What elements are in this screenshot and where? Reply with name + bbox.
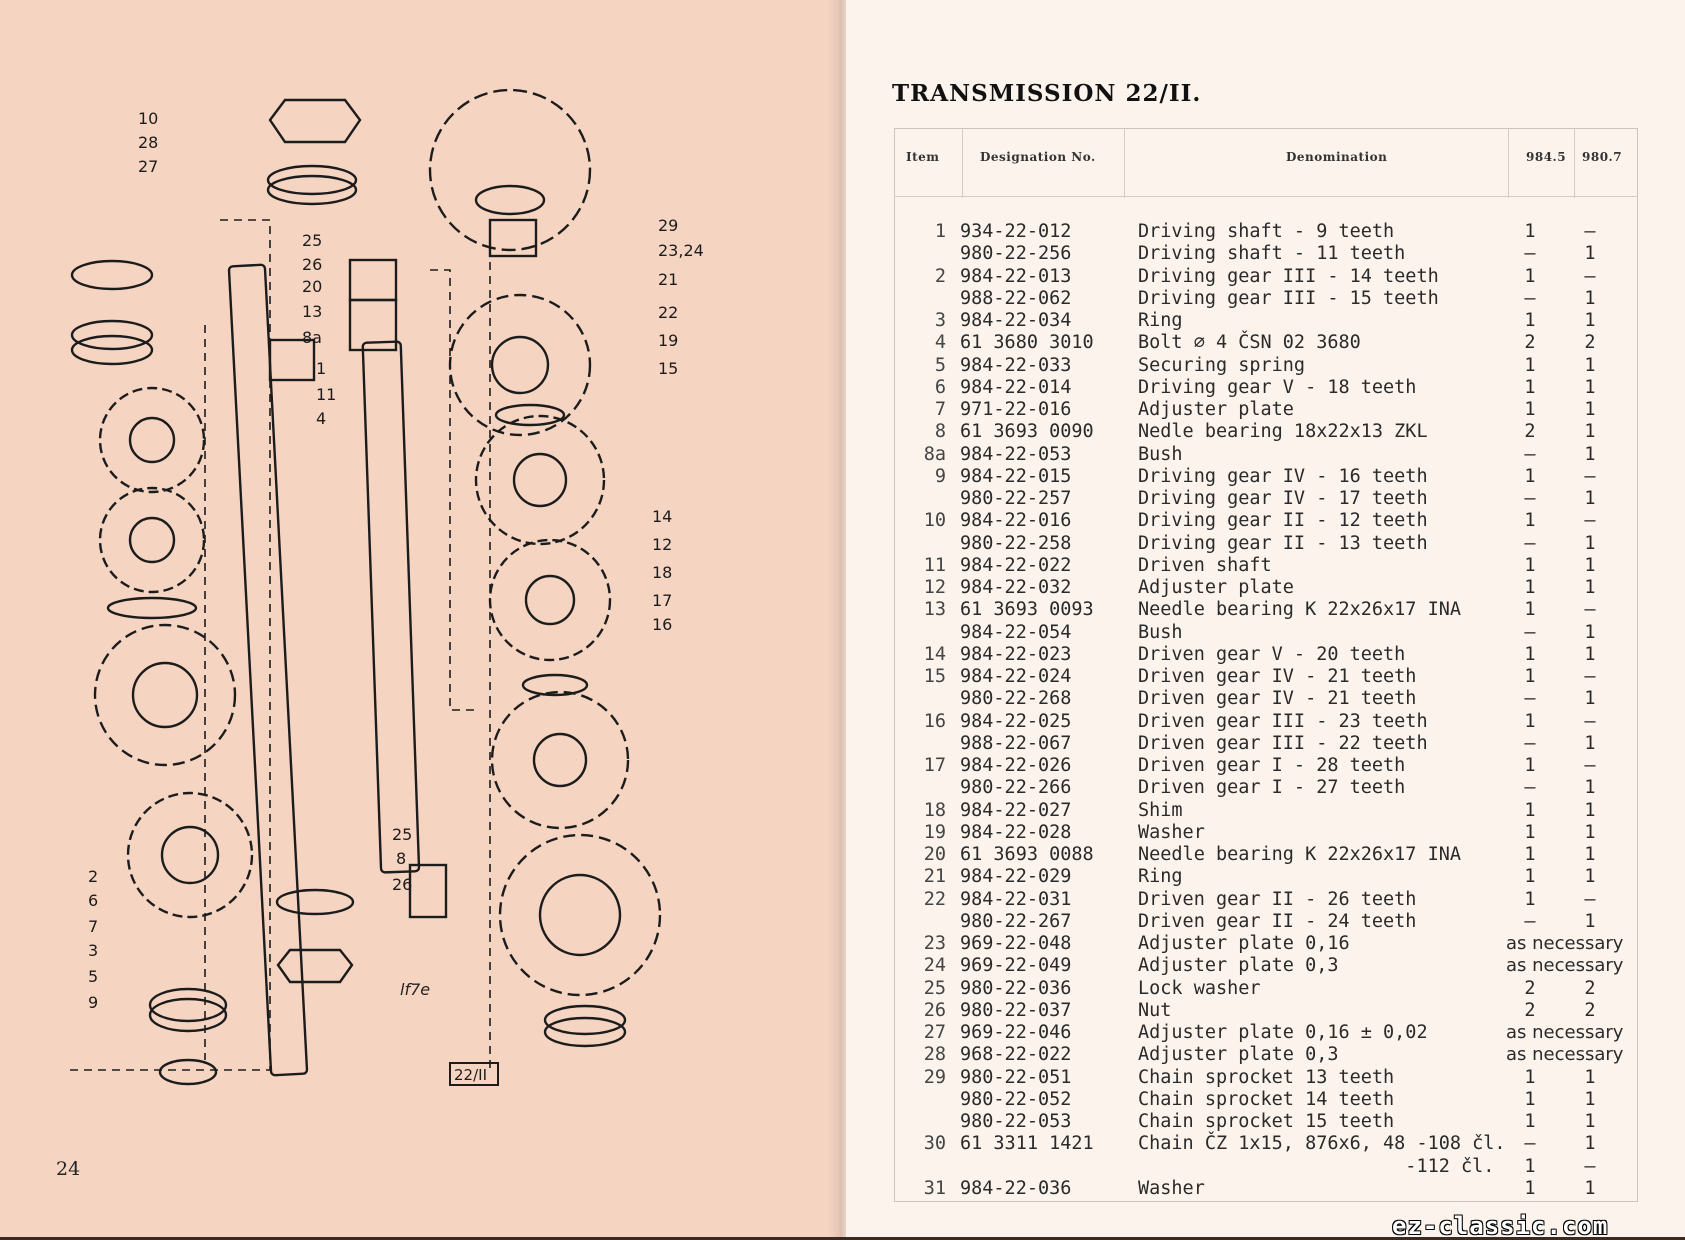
qty-980-7: — (1584, 710, 1596, 732)
designation-number: 61 3693 0093 (960, 599, 1094, 621)
designation-number: 980-22-268 (960, 688, 1072, 710)
svg-text:lf7e: lf7e (400, 980, 431, 999)
qty-984-5: — (1524, 910, 1536, 932)
denomination: Driven gear III - 23 teeth (1138, 710, 1428, 732)
designation-number: 980-22-267 (960, 910, 1072, 932)
designation-number: 61 3680 3010 (960, 332, 1094, 354)
denomination: Driving gear II - 13 teeth (1138, 532, 1428, 554)
denomination: Driving gear IV - 17 teeth (1138, 488, 1428, 509)
svg-text:10: 10 (138, 109, 159, 128)
quantity-note: as necessary (1506, 1044, 1624, 1066)
qty-984-5: — (1524, 732, 1536, 754)
column-header-denomination: Denomination (1286, 150, 1388, 164)
qty-984-5: 1 (1524, 799, 1536, 821)
svg-text:17: 17 (652, 591, 673, 610)
qty-980-7: 1 (1584, 577, 1596, 598)
designation-number: 984-22-025 (960, 710, 1072, 732)
qty-980-7: 1 (1584, 688, 1596, 710)
qty-980-7: 1 (1584, 287, 1596, 309)
qty-980-7: 1 (1584, 532, 1596, 554)
table-row (894, 978, 1638, 1000)
svg-text:9: 9 (88, 993, 99, 1012)
qty-980-7: 1 (1584, 866, 1596, 888)
qty-984-5: 1 (1524, 866, 1536, 888)
designation-number: 984-22-026 (960, 755, 1072, 776)
qty-980-7: 1 (1584, 1177, 1596, 1199)
table-row (894, 1022, 1638, 1044)
item-number: 28 (923, 1044, 946, 1066)
denomination: Adjuster plate 0,16 ± 0,02 (1138, 1022, 1428, 1043)
designation-number: 984-22-028 (960, 821, 1072, 843)
denomination: Adjuster plate 0,3 (1138, 1044, 1339, 1066)
denomination: Ring (1138, 310, 1183, 331)
table-row (894, 911, 1638, 933)
svg-text:29: 29 (658, 216, 679, 235)
denomination: Driven gear V - 20 teeth (1138, 643, 1406, 665)
item-number: 24 (923, 955, 946, 977)
item-number: 7 (934, 399, 946, 420)
item-number: 19 (923, 821, 946, 843)
designation-number: 988-22-062 (960, 287, 1072, 309)
svg-text:1: 1 (316, 359, 327, 378)
qty-980-7: 1 (1584, 354, 1596, 376)
qty-984-5: 2 (1524, 977, 1536, 999)
svg-text:16: 16 (652, 615, 673, 634)
svg-text:13: 13 (302, 302, 323, 321)
table-row (894, 933, 1638, 955)
table-row (894, 377, 1638, 399)
table-row (894, 310, 1638, 332)
designation-number: 984-22-014 (960, 376, 1072, 398)
svg-text:8: 8 (396, 849, 407, 868)
item-number: 11 (923, 554, 946, 576)
qty-984-5: 1 (1524, 1088, 1536, 1110)
qty-984-5: 1 (1524, 354, 1536, 376)
qty-980-7: 2 (1584, 977, 1596, 999)
svg-text:26: 26 (302, 255, 323, 274)
designation-number: 984-22-013 (960, 265, 1072, 287)
denomination: Driving gear III - 14 teeth (1138, 265, 1439, 287)
designation-number: 984-22-029 (960, 866, 1072, 888)
qty-984-5: 1 (1524, 221, 1536, 242)
qty-980-7: 1 (1584, 821, 1596, 843)
designation-number: 984-22-054 (960, 621, 1072, 643)
item-number: 6 (934, 376, 946, 398)
quantity-note: as necessary (1506, 1022, 1624, 1043)
denomination: Driving shaft - 11 teeth (1138, 243, 1406, 265)
qty-980-7: — (1584, 1155, 1596, 1177)
qty-984-5: 1 (1524, 399, 1536, 420)
denomination: Chain ČZ 1x15, 876x6, 48 -108 čl. (1138, 1133, 1506, 1155)
table-row (894, 1178, 1638, 1200)
table-row (894, 1111, 1638, 1133)
qty-980-7: 1 (1584, 1133, 1596, 1155)
denomination: Driving shaft - 9 teeth (1138, 221, 1395, 242)
denomination: Chain sprocket 13 teeth (1138, 1066, 1395, 1088)
svg-text:18: 18 (652, 563, 673, 582)
denomination: Driving gear V - 18 teeth (1138, 376, 1417, 398)
designation-number: 980-22-052 (960, 1088, 1072, 1110)
qty-984-5: 1 (1524, 844, 1536, 865)
qty-980-7: — (1584, 221, 1596, 242)
qty-984-5: 1 (1524, 554, 1536, 576)
denomination: Driven gear II - 24 teeth (1138, 910, 1417, 932)
column-divider (1124, 128, 1125, 198)
table-row (894, 955, 1638, 977)
svg-text:21: 21 (658, 270, 679, 289)
denomination: Needle bearing K 22x26x17 INA (1138, 599, 1462, 621)
table-row (894, 1044, 1638, 1066)
qty-984-5: 1 (1524, 577, 1536, 598)
table-row (894, 755, 1638, 777)
table-row (894, 644, 1638, 666)
denomination: Bolt ∅ 4 ČSN 02 3680 (1138, 332, 1361, 354)
column-divider (1508, 128, 1509, 198)
column-divider (1574, 128, 1575, 198)
qty-980-7: — (1584, 666, 1596, 687)
designation-number: 984-22-023 (960, 643, 1072, 665)
qty-984-5: 2 (1524, 999, 1536, 1021)
svg-text:25: 25 (392, 825, 413, 844)
table-row (894, 399, 1638, 421)
qty-984-5: — (1524, 488, 1536, 509)
denomination: Bush (1138, 621, 1183, 643)
qty-980-7: — (1584, 888, 1596, 910)
item-number: 2 (934, 265, 946, 287)
item-number: 27 (923, 1022, 946, 1043)
table-row (894, 1156, 1638, 1178)
designation-number: 980-22-257 (960, 488, 1072, 509)
table-row (894, 1067, 1638, 1089)
table-row (894, 533, 1638, 555)
table-row (894, 288, 1638, 310)
designation-number: 980-22-051 (960, 1066, 1072, 1088)
denomination: Driven gear IV - 21 teeth (1138, 666, 1417, 687)
table-row (894, 266, 1638, 288)
qty-984-5: 1 (1524, 310, 1536, 331)
table-row (894, 844, 1638, 866)
qty-984-5: 2 (1524, 332, 1536, 354)
designation-number: 934-22-012 (960, 221, 1072, 242)
quantity-note: as necessary (1506, 955, 1624, 977)
svg-text:8a: 8a (302, 328, 322, 347)
left-page (0, 0, 838, 1237)
designation-number: 984-22-036 (960, 1177, 1072, 1199)
denomination: Lock washer (1138, 977, 1261, 999)
qty-980-7: 1 (1584, 488, 1596, 509)
table-row (894, 555, 1638, 577)
designation-number: 984-22-033 (960, 354, 1072, 376)
column-header-designation: Designation No. (980, 150, 1096, 164)
qty-984-5: 1 (1524, 710, 1536, 732)
qty-980-7: — (1584, 465, 1596, 487)
denomination: Chain sprocket 14 teeth (1138, 1088, 1395, 1110)
svg-text:26: 26 (392, 875, 413, 894)
qty-980-7: 1 (1584, 310, 1596, 331)
designation-number: 984-22-024 (960, 666, 1072, 687)
qty-980-7: 1 (1584, 643, 1596, 665)
item-number: 15 (923, 666, 946, 687)
qty-980-7: 1 (1584, 554, 1596, 576)
column-divider (962, 128, 963, 198)
qty-984-5: 1 (1524, 888, 1536, 910)
item-number: 29 (923, 1066, 946, 1088)
denomination: Bush (1138, 443, 1183, 465)
designation-number: 988-22-067 (960, 732, 1072, 754)
denomination: Driving gear II - 12 teeth (1138, 510, 1428, 532)
svg-text:25: 25 (302, 231, 323, 250)
designation-number: 984-22-031 (960, 888, 1072, 910)
designation-number: 984-22-032 (960, 577, 1072, 598)
qty-980-7: 1 (1584, 376, 1596, 398)
qty-980-7: 1 (1584, 910, 1596, 932)
table-row (894, 510, 1638, 532)
qty-984-5: — (1524, 287, 1536, 309)
designation-number: 984-22-027 (960, 799, 1072, 821)
qty-980-7: — (1584, 265, 1596, 287)
designation-number: 984-22-022 (960, 554, 1072, 576)
svg-text:3: 3 (88, 941, 99, 960)
table-row (894, 243, 1638, 265)
qty-980-7: 1 (1584, 1088, 1596, 1110)
table-row (894, 466, 1638, 488)
designation-number: 984-22-034 (960, 310, 1072, 331)
denomination: Nedle bearing 18x22x13 ZKL (1138, 421, 1428, 443)
designation-number: 980-22-258 (960, 532, 1072, 554)
qty-984-5: 1 (1524, 821, 1536, 843)
item-number: 26 (923, 999, 946, 1021)
qty-980-7: 1 (1584, 732, 1596, 754)
table-row (894, 622, 1638, 644)
table-row (894, 421, 1638, 443)
table-row (894, 688, 1638, 710)
denomination: -112 čl. (1138, 1155, 1495, 1177)
qty-984-5: 1 (1524, 1111, 1536, 1132)
qty-984-5: 1 (1524, 1177, 1536, 1199)
denomination: Driven gear I - 28 teeth (1138, 755, 1406, 776)
designation-number: 61 3311 1421 (960, 1133, 1094, 1155)
table-row (894, 822, 1638, 844)
designation-number: 980-22-037 (960, 999, 1072, 1021)
item-number: 10 (923, 510, 946, 532)
table-row (894, 488, 1638, 510)
table-row (894, 666, 1638, 688)
qty-980-7: — (1584, 755, 1596, 776)
qty-980-7: 1 (1584, 399, 1596, 420)
qty-984-5: — (1524, 688, 1536, 710)
table-row (894, 332, 1638, 354)
table-row (894, 599, 1638, 621)
svg-text:19: 19 (658, 331, 679, 350)
designation-number: 984-22-053 (960, 443, 1072, 465)
item-number: 8 (934, 421, 946, 443)
table-row (894, 1000, 1638, 1022)
qty-980-7: 1 (1584, 243, 1596, 265)
qty-980-7: 1 (1584, 443, 1596, 465)
qty-984-5: 1 (1524, 465, 1536, 487)
denomination: Driven shaft (1138, 554, 1272, 576)
denomination: Ring (1138, 866, 1183, 888)
designation-number: 980-22-266 (960, 777, 1072, 799)
item-number: 12 (923, 577, 946, 598)
denomination: Washer (1138, 821, 1205, 843)
table-row (894, 800, 1638, 822)
qty-984-5: — (1524, 1133, 1536, 1155)
svg-text:28: 28 (138, 133, 159, 152)
denomination: Driven gear IV - 21 teeth (1138, 688, 1417, 710)
item-number: 13 (923, 599, 946, 621)
denomination: Chain sprocket 15 teeth (1138, 1111, 1395, 1132)
designation-number: 61 3693 0090 (960, 421, 1094, 443)
denomination: Needle bearing K 22x26x17 INA (1138, 844, 1462, 865)
table-row (894, 577, 1638, 599)
denomination: Adjuster plate 0,16 (1138, 933, 1350, 954)
item-number: 25 (923, 977, 946, 999)
designation-number: 980-22-053 (960, 1111, 1072, 1132)
item-number: 18 (923, 799, 946, 821)
item-number: 21 (923, 866, 946, 888)
qty-980-7: 1 (1584, 777, 1596, 799)
qty-984-5: 1 (1524, 599, 1536, 621)
qty-980-7: — (1584, 599, 1596, 621)
item-number: 30 (923, 1133, 946, 1155)
qty-980-7: 1 (1584, 1111, 1596, 1132)
column-header-item: Item (906, 150, 940, 164)
denomination: Adjuster plate (1138, 577, 1294, 598)
item-number: 16 (923, 710, 946, 732)
item-number: 9 (934, 465, 946, 487)
denomination: Driven gear I - 27 teeth (1138, 777, 1406, 799)
table-row (894, 866, 1638, 888)
qty-984-5: 1 (1524, 1066, 1536, 1088)
qty-984-5: 1 (1524, 510, 1536, 532)
table-row (894, 733, 1638, 755)
qty-980-7: 2 (1584, 999, 1596, 1021)
svg-text:12: 12 (652, 535, 673, 554)
qty-980-7: 1 (1584, 799, 1596, 821)
designation-number: 61 3693 0088 (960, 844, 1094, 865)
qty-984-5: 1 (1524, 376, 1536, 398)
qty-984-5: — (1524, 532, 1536, 554)
page-number: 24 (56, 1158, 81, 1180)
svg-text:5: 5 (88, 967, 99, 986)
designation-number: 968-22-022 (960, 1044, 1072, 1066)
svg-text:22/II: 22/II (454, 1066, 487, 1084)
table-row (894, 221, 1638, 243)
qty-984-5: — (1524, 777, 1536, 799)
item-number: 14 (923, 643, 946, 665)
qty-984-5: 2 (1524, 421, 1536, 443)
table-row (894, 889, 1638, 911)
qty-980-7: 1 (1584, 421, 1596, 443)
item-number: 31 (923, 1177, 946, 1199)
table-header-divider (894, 196, 1638, 197)
item-number: 3 (934, 310, 946, 331)
svg-text:27: 27 (138, 157, 159, 176)
svg-text:6: 6 (88, 891, 99, 910)
denomination: Adjuster plate (1138, 399, 1294, 420)
watermark: ez-classic.com (1392, 1212, 1609, 1240)
designation-number: 969-22-048 (960, 933, 1072, 954)
table-row (894, 444, 1638, 466)
column-header-980-7: 980.7 (1582, 150, 1623, 164)
table-row (894, 1089, 1638, 1111)
svg-text:15: 15 (658, 359, 679, 378)
designation-number: 980-22-036 (960, 977, 1072, 999)
qty-984-5: — (1524, 443, 1536, 465)
qty-980-7: — (1584, 510, 1596, 532)
svg-text:2: 2 (88, 867, 99, 886)
item-number: 5 (934, 354, 946, 376)
column-header-984-5: 984.5 (1526, 150, 1567, 164)
table-row (894, 777, 1638, 799)
designation-number: 969-22-049 (960, 955, 1072, 977)
qty-984-5: 1 (1524, 755, 1536, 776)
denomination: Driven gear III - 22 teeth (1138, 732, 1428, 754)
designation-number: 969-22-046 (960, 1022, 1072, 1043)
denomination: Adjuster plate 0,3 (1138, 955, 1339, 977)
table-row (894, 1133, 1638, 1155)
denomination: Driven gear II - 26 teeth (1138, 888, 1417, 910)
table-row (894, 355, 1638, 377)
qty-980-7: 1 (1584, 621, 1596, 643)
exploded-transmission-diagram (40, 60, 800, 1120)
item-number: 8a (923, 443, 946, 465)
item-number: 17 (923, 755, 946, 776)
svg-text:4: 4 (316, 409, 327, 428)
designation-number: 971-22-016 (960, 399, 1072, 420)
svg-text:22: 22 (658, 303, 679, 322)
designation-number: 984-22-015 (960, 465, 1072, 487)
qty-980-7: 2 (1584, 332, 1596, 354)
table-row (894, 711, 1638, 733)
svg-text:23,24: 23,24 (658, 241, 704, 260)
qty-984-5: — (1524, 243, 1536, 265)
qty-980-7: 1 (1584, 1066, 1596, 1088)
quantity-note: as necessary (1506, 933, 1624, 954)
svg-text:11: 11 (316, 385, 337, 404)
item-number: 23 (923, 933, 946, 954)
svg-text:14: 14 (652, 507, 673, 526)
qty-984-5: — (1524, 621, 1536, 643)
denomination: Securing spring (1138, 354, 1306, 376)
denomination: Shim (1138, 799, 1183, 821)
designation-number: 980-22-256 (960, 243, 1072, 265)
qty-984-5: 1 (1524, 265, 1536, 287)
denomination: Washer (1138, 1177, 1205, 1199)
denomination: Nut (1138, 999, 1172, 1021)
page-title: TRANSMISSION 22/II. (892, 80, 1202, 107)
svg-text:7: 7 (88, 917, 99, 936)
qty-980-7: 1 (1584, 844, 1596, 865)
denomination: Driving gear III - 15 teeth (1138, 287, 1439, 309)
item-number: 20 (923, 844, 946, 865)
item-number: 22 (923, 888, 946, 910)
qty-984-5: 1 (1524, 666, 1536, 687)
item-number: 4 (934, 332, 946, 354)
item-number: 1 (934, 221, 946, 242)
designation-number: 984-22-016 (960, 510, 1072, 532)
denomination: Driving gear IV - 16 teeth (1138, 465, 1428, 487)
qty-984-5: 1 (1524, 1155, 1536, 1177)
svg-text:20: 20 (302, 277, 323, 296)
qty-984-5: 1 (1524, 643, 1536, 665)
